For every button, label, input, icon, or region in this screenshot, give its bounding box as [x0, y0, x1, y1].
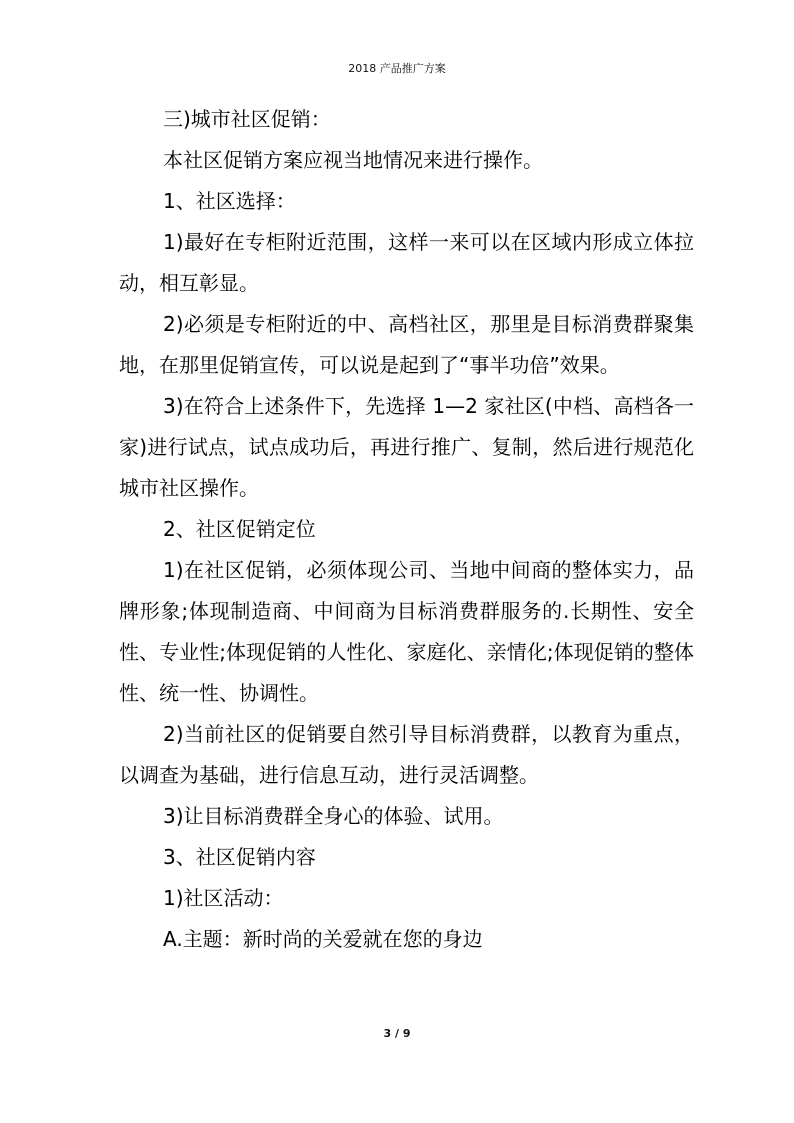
paragraph-intro: 本社区促销方案应视当地情况来进行操作。 [163, 148, 543, 172]
document-body [119, 99, 694, 960]
paragraph-positioning-2: 2)当前社区的促销要自然引导目标消费群，以教育为重点，以调查为基础，进行信息互动，进行灵活调整。 [119, 722, 694, 787]
page-number: 3 / 9 [383, 1027, 411, 1040]
paragraph-activity-theme: A.主题：新时尚的关爱就在您的身边 [163, 927, 483, 951]
subheading-promotion-content: 3、社区促销内容 [163, 845, 316, 869]
paragraph-selection-2: 2)必须是专柜附近的中、高档社区，那里是目标消费群聚集地，在那里促销宣传，可以说是起到了“事半功倍”效果。 [119, 312, 694, 377]
paragraph-selection-1: 1)最好在专柜附近范围，这样一来可以在区域内形成立体拉动，相互彰显。 [119, 230, 694, 295]
page-header: 2018 产品推广方案 [348, 62, 446, 75]
section-heading-city-community-promotion: 三)城市社区促销： [163, 107, 331, 131]
paragraph-community-activity: 1)社区活动： [163, 886, 284, 910]
paragraph-positioning-1: 1)在社区促销，必须体现公司、当地中间商的整体实力，品牌形象;体现制造商、中间商为目标消费群服务的.长期性、安全性、专业性;体现促销的人性化、家庭化、亲情化;体现促销的整体性、统一性、协调性。 [119, 558, 694, 705]
subheading-community-selection: 1、社区选择： [163, 189, 296, 213]
paragraph-selection-3: 3)在符合上述条件下，先选择 1—2 家社区(中档、高档各一家)进行试点，试点成功后，再进行推广、复制，然后进行规范化城市社区操作。 [119, 394, 694, 500]
subheading-promotion-positioning: 2、社区促销定位 [163, 517, 316, 541]
paragraph-positioning-3: 3)让目标消费群全身心的体验、试用。 [163, 804, 504, 828]
